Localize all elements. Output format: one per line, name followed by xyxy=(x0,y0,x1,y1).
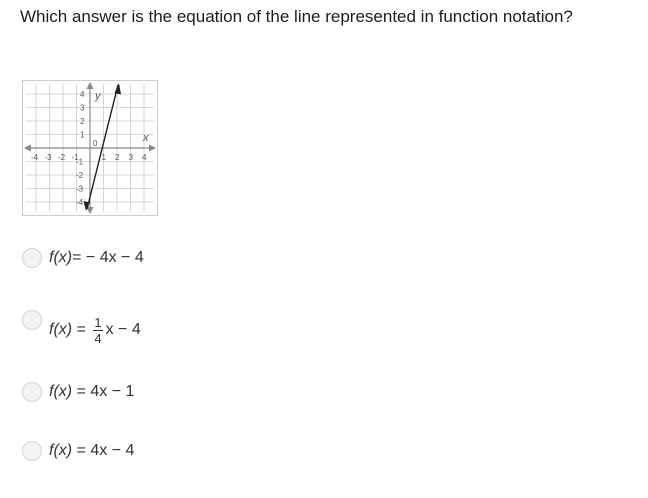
x-tick-label: 1 xyxy=(101,153,106,162)
y-tick-label: 4 xyxy=(80,90,85,99)
x-axis-arrow-left xyxy=(24,145,31,152)
fraction xyxy=(93,315,102,346)
x-axis-label: x xyxy=(143,132,149,144)
x-tick-label: 2 xyxy=(115,153,120,162)
choice-expression xyxy=(49,383,134,401)
y-tick-label: -3 xyxy=(76,184,84,194)
fraction-denominator: 4 xyxy=(94,330,102,346)
choice-expression xyxy=(49,315,141,346)
y-tick-label: -1 xyxy=(76,157,84,167)
y-tick-label: -2 xyxy=(76,171,84,180)
radio-button[interactable] xyxy=(22,248,42,268)
function-name: f(x) xyxy=(49,249,73,266)
x-tick-label: -4 xyxy=(31,153,39,162)
x-tick-label: -2 xyxy=(58,153,66,162)
choice-equals: = xyxy=(72,321,91,338)
radio-button[interactable] xyxy=(22,382,42,402)
choice-expression xyxy=(49,249,144,267)
question-text: Which answer is the equation of the line represented in function notation? xyxy=(20,7,573,26)
answer-choice-2[interactable] xyxy=(22,307,141,347)
function-name: f(x) xyxy=(49,383,73,400)
y-tick-label: 3 xyxy=(80,103,85,113)
radio-button[interactable] xyxy=(22,310,42,330)
x-axis-arrow-right xyxy=(149,145,156,152)
answer-choice-1[interactable] xyxy=(22,246,144,270)
origin-label: 0 xyxy=(93,139,98,148)
choice-rhs: = 4x − 1 xyxy=(72,383,135,400)
radio-button[interactable] xyxy=(22,441,42,461)
choice-rhs: = 4x − 4 xyxy=(72,442,135,459)
function-name: f(x) xyxy=(49,442,73,459)
coordinate-graph xyxy=(22,80,158,221)
answer-choice-4[interactable] xyxy=(22,439,134,463)
x-tick-label: -1 xyxy=(71,153,79,162)
line-arrow-up xyxy=(115,83,122,95)
choice-rhs: = − 4x − 4 xyxy=(72,249,144,266)
y-tick-label: 1 xyxy=(80,130,85,140)
function-name: f(x) xyxy=(49,321,73,338)
x-tick-label: -3 xyxy=(44,153,52,162)
answer-choice-3[interactable] xyxy=(22,380,134,404)
fraction-numerator: 1 xyxy=(94,314,102,330)
y-axis-arrow-up xyxy=(87,82,94,89)
y-tick-label: -4 xyxy=(76,198,84,207)
x-tick-label: 3 xyxy=(128,153,133,162)
choice-rest: x − 4 xyxy=(105,321,141,338)
graph-svg xyxy=(22,80,158,216)
x-tick-label: 4 xyxy=(142,153,147,162)
y-tick-label: 2 xyxy=(80,117,85,126)
choice-expression xyxy=(49,442,134,460)
graphed-line xyxy=(84,83,122,211)
y-axis-label: y xyxy=(95,90,101,102)
